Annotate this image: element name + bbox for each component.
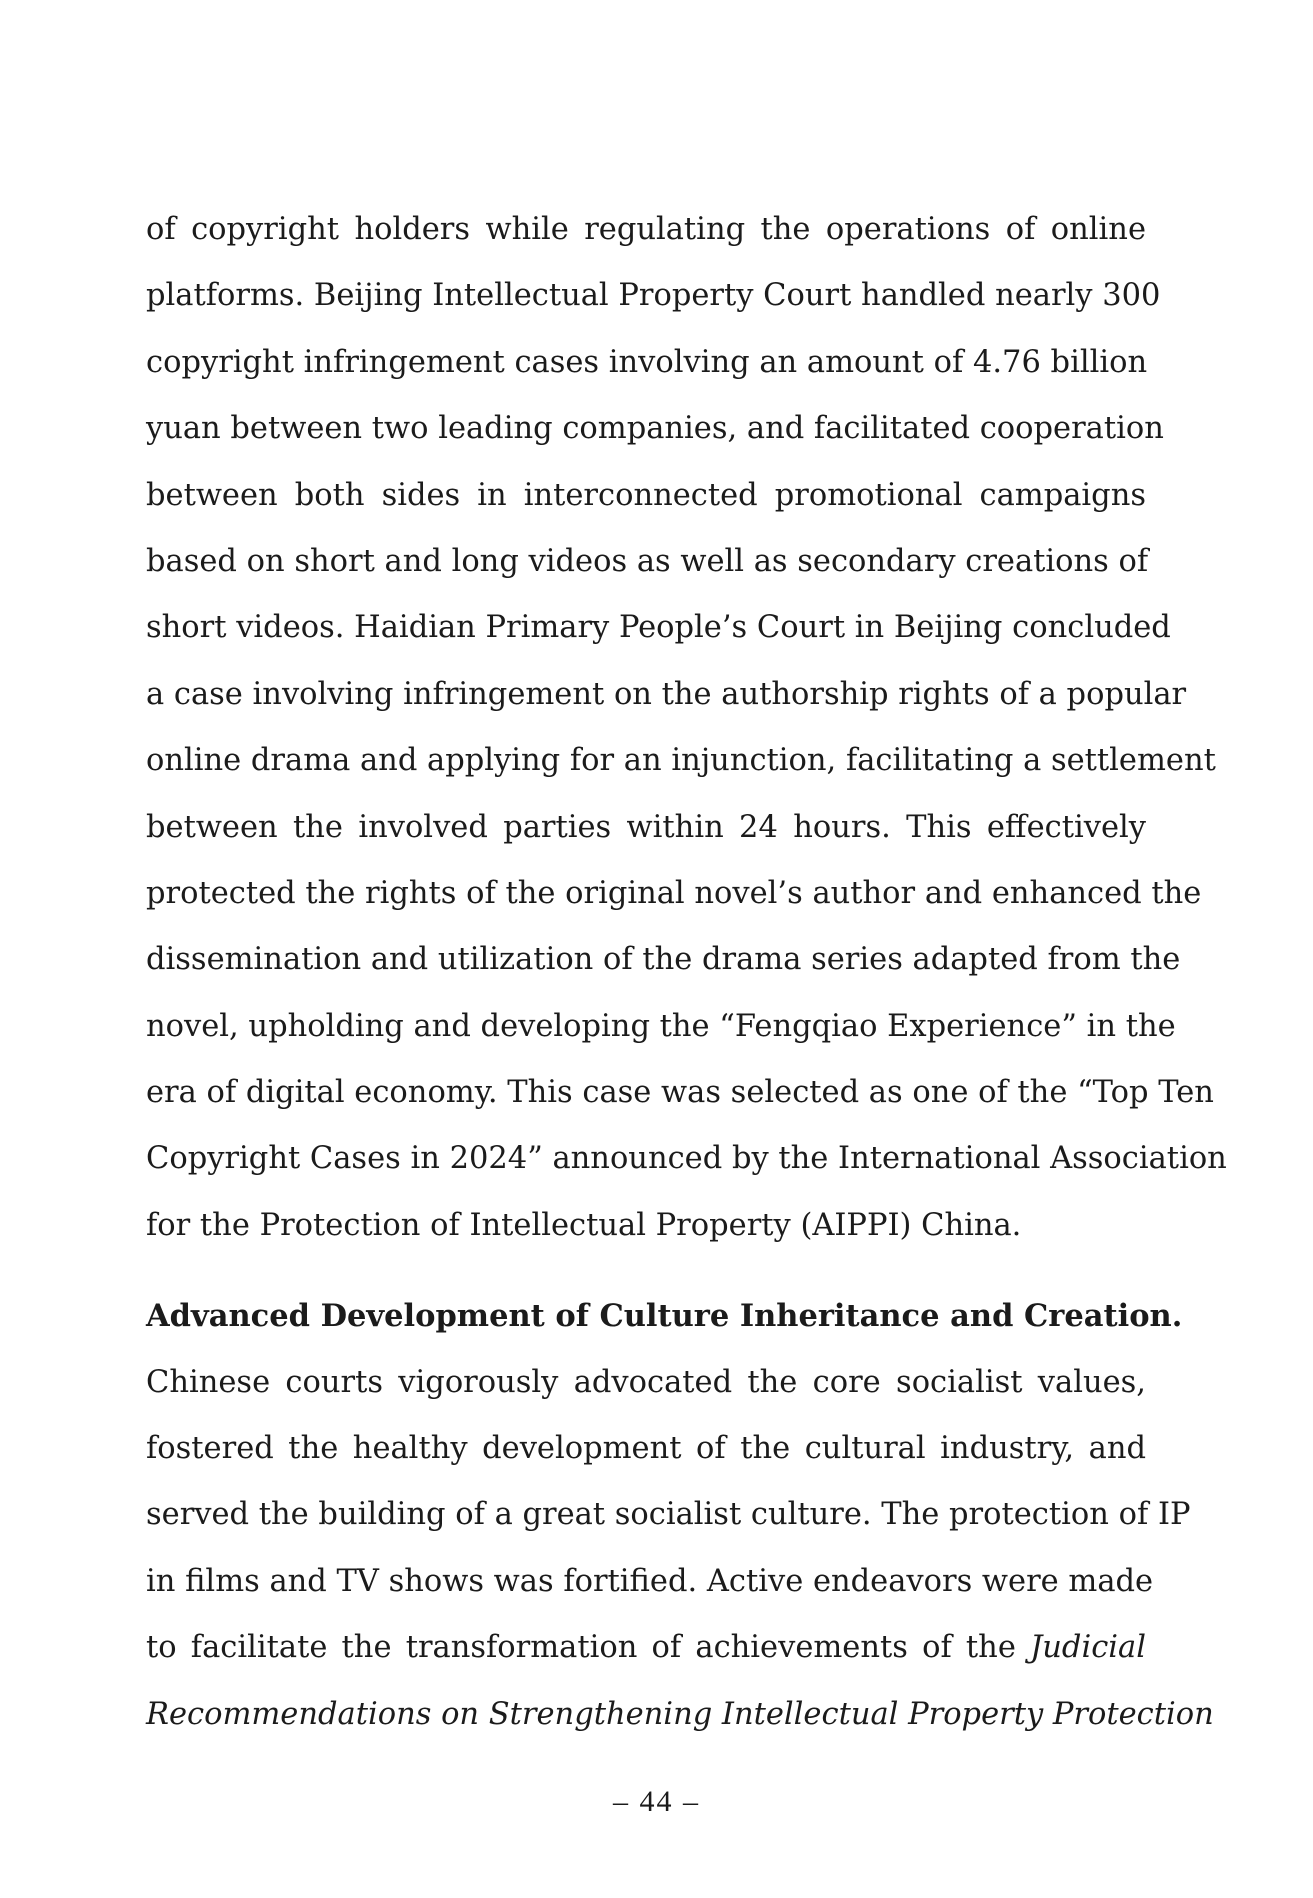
paragraph-line: a case involving infringement on the authorship rights of a popular [146,676,1187,712]
paragraph-line: novel, upholding and developing the “Fengqiao Experience” in the [146,1008,1176,1044]
section-heading: Advanced Development of Culture Inheritance and Creation. [146,1298,1183,1335]
paragraph-copyright [146,197,1227,1259]
paragraph-line: yuan between two leading companies, and facilitated cooperation [146,411,1164,447]
paragraph-line: between both sides in interconnected promotional campaigns [146,477,1146,513]
paragraph-culture [146,1283,1214,1748]
paragraph-line: fostered the healthy development of the cultural industry, and [146,1431,1146,1467]
paragraph-line: copyright infringement cases involving an amount of 4.76 billion [146,344,1148,380]
paragraph-line: between the involved parties within 24 hours. This effectively [146,809,1146,845]
paragraph-line: protected the rights of the original novel’s author and enhanced the [146,875,1202,911]
line-text: to facilitate the transformation of achievements of the [146,1630,1016,1666]
paragraph-line: online drama and applying for an injunction, facilitating a settlement [146,743,1216,779]
document-title-italic: Judicial [1030,1630,1146,1666]
paragraph-line: for the Protection of Intellectual Property (AIPPI) China. [146,1207,1022,1243]
paragraph-line-mixed [146,1615,1146,1681]
paragraph-line: Copyright Cases in 2024” announced by the International Association [146,1141,1227,1177]
document-title-italic-line: Recommendations on Strengthening Intellectual Property Protection [146,1696,1214,1732]
paragraph-line: dissemination and utilization of the drama series adapted from the [146,942,1181,978]
paragraph-line: platforms. Beijing Intellectual Property Court handled nearly 300 [146,278,1161,314]
paragraph-line: era of digital economy. This case was selected as one of the “Top Ten [146,1075,1214,1111]
paragraph-line: in films and TV shows was fortified. Active endeavors were made [146,1563,1154,1599]
paragraph-line: Chinese courts vigorously advocated the core socialist values, [146,1364,1146,1400]
paragraph-line: served the building of a great socialist culture. The protection of IP [146,1497,1191,1533]
document-body [146,197,1227,1748]
paragraph-line: of copyright holders while regulating the operations of online [146,212,1146,247]
page-number: – 44 – [613,1785,700,1818]
paragraph-line: based on short and long videos as well as secondary creations of [146,543,1149,579]
paragraph-line: short videos. Haidian Primary People’s Court in Beijing concluded [146,610,1171,646]
